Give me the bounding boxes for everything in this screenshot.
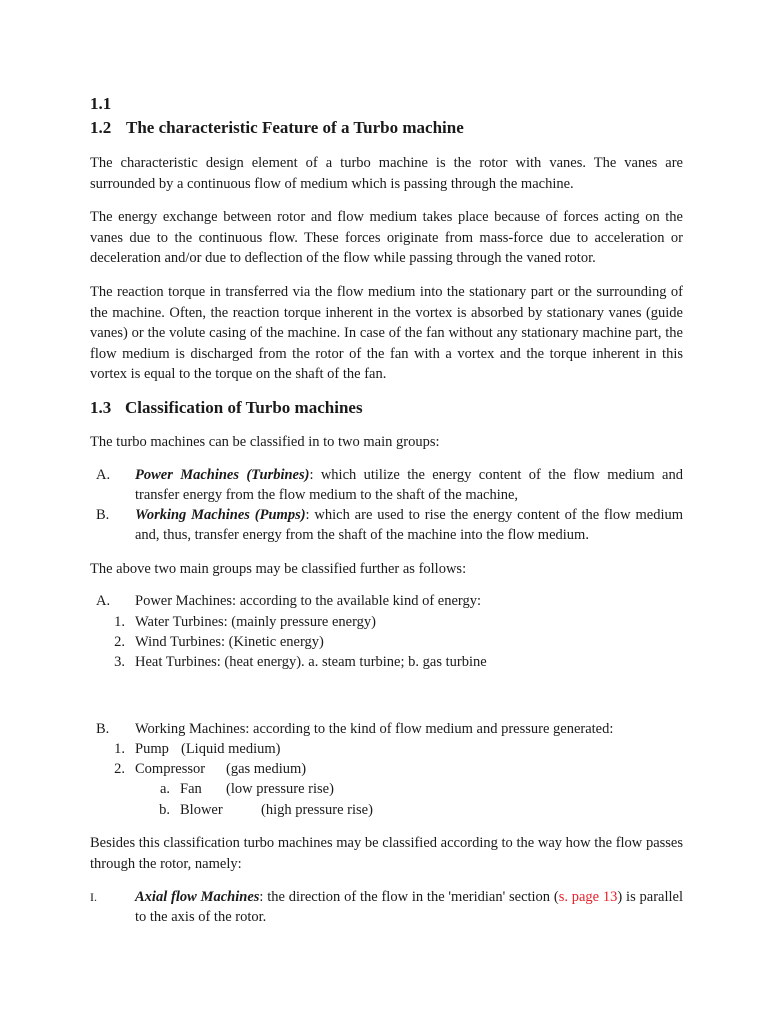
list-item <box>90 779 683 799</box>
list-number: 2. <box>114 761 125 778</box>
working-machines-list <box>90 719 683 820</box>
heading-title: The characteristic Feature of a Turbo machine <box>126 118 464 137</box>
list-number: 3. <box>114 654 125 671</box>
list-item <box>90 887 683 928</box>
list-text: Compressor <box>135 761 206 778</box>
list-text: : which utilize the energy content of the flow medium and transfer energy from the flow medium to the shaft of the machine, <box>135 466 683 503</box>
list-term: Axial flow Machines <box>135 889 260 906</box>
list-text: (gas medium) <box>226 761 307 778</box>
list-text: : the direction of the flow in the 'meridian' section ( <box>259 889 559 906</box>
list-text: Wind Turbines: (Kinetic energy) <box>135 633 324 650</box>
list-text: : which are used to rise the energy content of the flow medium and, thus, transfer energy from the shaft of the machine into the flow medium. <box>135 507 683 544</box>
list-marker: b. <box>159 801 170 818</box>
list-text: Fan <box>180 781 202 798</box>
list-marker: a. <box>159 781 170 798</box>
heading-1-1: 1.1 <box>90 94 112 113</box>
list-term: Power Machines (Turbines) <box>135 466 310 483</box>
document-page <box>90 92 683 928</box>
paragraph-reaction-torque: The reaction torque in transferred via the flow medium into the stationary part or the surrounding of the machine. Often, the reaction torque inherent in the vortex is absorbed by stationary vanes (guide vanes) or the volute casing of the machine. In case of the fan without any stationary machine part, the flow medium is discharged from the rotor of the fan with a vortex and the torque inherent in this vortex is equal to the torque on the shaft of the fan. <box>90 283 683 383</box>
list-text: Water Turbines: (mainly pressure energy) <box>135 613 376 630</box>
list-term: Working Machines (Pumps) <box>135 507 306 524</box>
main-groups-list <box>90 465 683 546</box>
paragraph-two-groups: The turbo machines can be classified in to two main groups: <box>90 433 440 450</box>
list-item <box>90 759 683 779</box>
list-text: ) is parallel to the axis of the rotor. <box>135 889 683 926</box>
list-item <box>90 591 683 611</box>
flow-type-list <box>90 887 683 928</box>
list-number: 1. <box>114 613 125 630</box>
paragraph-further-classification: The above two main groups may be classified further as follows: <box>90 560 467 577</box>
list-text: (low pressure rise) <box>226 781 334 798</box>
heading-title: Classification of Turbo machines <box>125 397 363 417</box>
list-item <box>90 739 683 759</box>
paragraph-energy-exchange: The energy exchange between rotor and flow medium takes place because of forces acting on the vanes due to the continuous flow. These forces originate from mass-force due to acceleration or deceleration and/or due to deflection of the flow while passing through the vaned rotor. <box>90 209 683 267</box>
list-text: (high pressure rise) <box>261 801 373 818</box>
list-text: Pump <box>135 740 169 757</box>
heading-1-2 <box>90 116 683 140</box>
list-marker: A. <box>96 466 111 483</box>
paragraph-flow-classification: Besides this classification turbo machines may be classified according to the way how the flow passes through the rotor, namely: <box>90 834 683 872</box>
heading-number: 1.3 <box>90 397 112 417</box>
list-text: Power Machines: according to the available kind of energy: <box>135 593 482 610</box>
list-number: 2. <box>114 633 125 650</box>
list-number: 1. <box>114 740 125 757</box>
list-text: Heat Turbines: (heat energy). a. steam turbine; b. gas turbine <box>135 654 487 671</box>
list-text: Working Machines: according to the kind of flow medium and pressure generated: <box>135 720 614 737</box>
list-marker: A. <box>96 593 111 610</box>
list-marker: I. <box>90 890 97 905</box>
page-reference-link[interactable]: s. page 13 <box>558 889 618 906</box>
list-item <box>90 505 683 546</box>
list-marker: B. <box>96 507 110 524</box>
list-item <box>90 800 683 820</box>
paragraph-rotor-vanes: The characteristic design element of a turbo machine is the rotor with vanes. The vanes are surrounded by a continuous flow of medium which is passing through the machine. <box>90 155 683 192</box>
list-item <box>90 612 683 632</box>
power-machines-list <box>90 591 683 672</box>
list-item <box>90 652 683 672</box>
list-item <box>90 719 683 739</box>
list-marker: B. <box>96 720 110 737</box>
list-item <box>90 632 683 652</box>
list-item <box>90 465 683 506</box>
list-text: (Liquid medium) <box>181 740 281 757</box>
list-text: Blower <box>180 801 223 818</box>
heading-number: 1.2 <box>90 118 112 137</box>
heading-1-3 <box>90 396 683 420</box>
